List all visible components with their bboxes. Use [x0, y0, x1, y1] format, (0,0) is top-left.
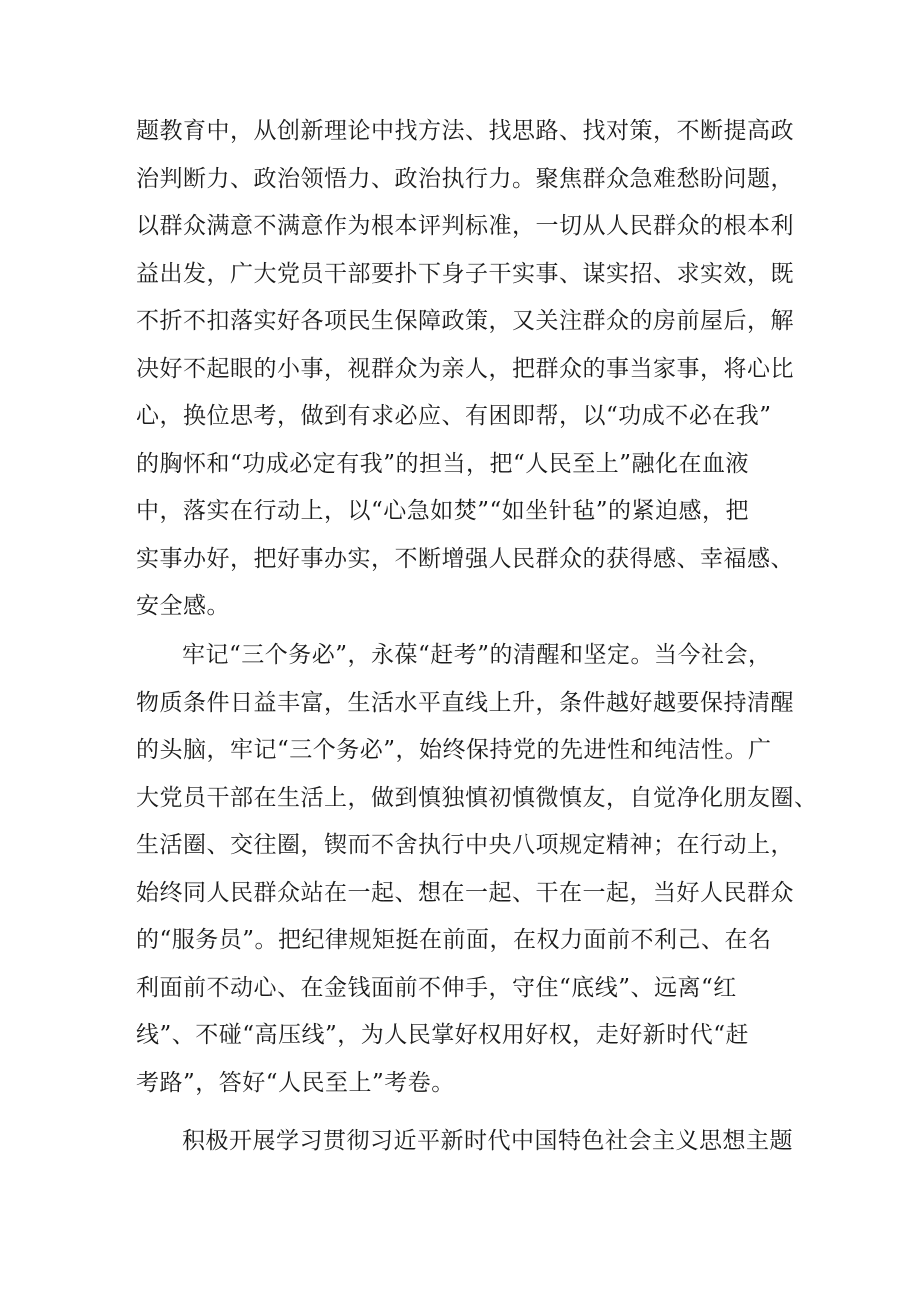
paragraph-line: 益出发，广大党员干部要扑下身子干实事、谋实招、求实效，既: [136, 260, 794, 287]
paragraph-3: [136, 1118, 796, 1166]
paragraph-line: 积极开展学习贯彻习近平新时代中国特色社会主义思想主题: [182, 1128, 793, 1154]
paragraph-line: 题教育中，从创新理论中找方法、找思路、找对策，不断提高政: [136, 118, 794, 144]
paragraph-line: 以群众满意不满意作为根本评判标准，一切从人民群众的根本利: [136, 213, 794, 239]
paragraph-line: 中，落实在行动上，以“心急如焚”“如坐针毡”的紧迫感，把: [136, 498, 750, 524]
paragraph-2: [136, 632, 818, 1107]
paragraph-line: 的胸怀和“功成必定有我”的担当，把“人民至上”融化在血液: [136, 450, 750, 477]
paragraph-line: 线”、不碰“高压线”，为人民掌好权用好权，走好新时代“赶: [136, 1022, 750, 1048]
paragraph-1: [136, 108, 796, 631]
paragraph-line: 安全感。: [136, 593, 230, 619]
paragraph-line: 利面前不动心、在金钱面前不伸手，守住“底线”、远离“红: [136, 974, 737, 1001]
paragraph-line: 大党员干部在生活上，做到慎独慎初慎微慎友，自觉净化朋友圈、: [136, 784, 818, 811]
paragraph-line: 实事办好，把好事办实，不断增强人民群众的获得感、幸福感、: [136, 545, 794, 572]
paragraph-line: 牢记“三个务必”，永葆“赶考”的清醒和坚定。当今社会，: [182, 642, 772, 668]
paragraph-line: 的“服务员”。把纪律规矩挺在前面，在权力面前不利己、在名: [136, 927, 772, 953]
paragraph-line: 物质条件日益丰富，生活水平直线上升，条件越好越要保持清醒: [136, 689, 794, 716]
paragraph-line: 心，换位思考，做到有求必应、有困即帮，以“功成不必在我”: [136, 403, 772, 429]
paragraph-line: 不折不扣落实好各项民生保障政策，又关注群众的房前屋后，解: [136, 308, 794, 334]
paragraph-line: 考路”，答好“人民至上”考卷。: [136, 1069, 455, 1096]
paragraph-line: 治判断力、政治领悟力、政治执行力。聚焦群众急难愁盼问题，: [136, 165, 794, 192]
paragraph-line: 的头脑，牢记“三个务必”，始终保持党的先进性和纯洁性。广: [136, 737, 772, 763]
paragraph-line: 始终同人民群众站在一起、想在一起、干在一起，当好人民群众: [136, 879, 794, 906]
paragraph-line: 决好不起眼的小事，视群众为亲人，把群众的事当家事，将心比: [136, 355, 794, 382]
paragraph-line: 生活圈、交往圈，锲而不舍执行中央八项规定精神；在行动上，: [136, 832, 794, 858]
